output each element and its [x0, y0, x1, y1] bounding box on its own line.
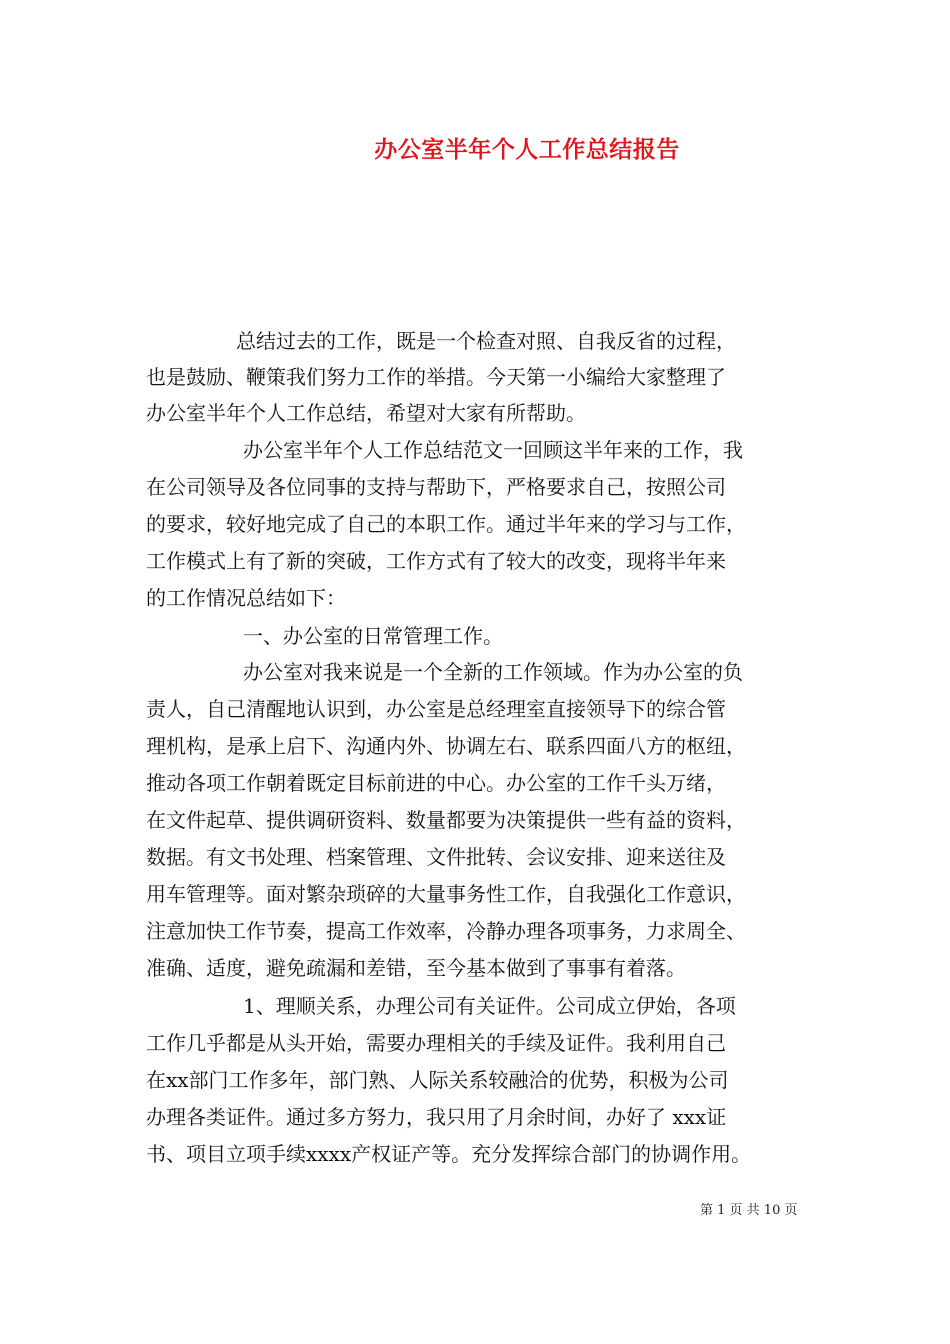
paragraph-line: 责人，自己清醒地认识到，办公室是总经理室直接领导下的综合管: [146, 697, 726, 721]
paragraph-line: 办公室半年个人工作总结，希望对大家有所帮助。: [146, 401, 586, 425]
section-heading: 一、办公室的日常管理工作。: [243, 624, 503, 648]
paragraph-line: 注意加快工作节奏，提高工作效率，冷静办理各项事务，力求周全、: [146, 919, 746, 943]
paragraph-line: 书、项目立项手续xxxx产权证产等。充分发挥综合部门的协调作用。: [146, 1142, 752, 1166]
paragraph-line: 总结过去的工作，既是一个检查对照、自我反省的过程，: [236, 329, 736, 353]
paragraph-line: 办公室对我来说是一个全新的工作领域。作为办公室的负: [243, 660, 743, 684]
paragraph-line: 理机构，是承上启下、沟通内外、协调左右、联系四面八方的枢纽，: [146, 734, 746, 758]
paragraph-line: 的工作情况总结如下：: [146, 586, 346, 610]
paragraph-line: 也是鼓励、鞭策我们努力工作的举措。今天第一小编给大家整理了: [146, 365, 726, 389]
paragraph-line: 推动各项工作朝着既定目标前进的中心。办公室的工作千头万绪，: [146, 771, 726, 795]
paragraph-line: 办理各类证件。通过多方努力，我只用了月余时间，办好了 xxx证: [146, 1105, 727, 1129]
paragraph-line: 在文件起草、提供调研资料、数量都要为决策提供一些有益的资料，: [146, 808, 746, 832]
paragraph-line: 的要求，较好地完成了自己的本职工作。通过半年来的学习与工作，: [146, 512, 746, 536]
paragraph-line: 在公司领导及各位同事的支持与帮助下，严格要求自己，按照公司: [146, 475, 726, 499]
document-title: 办公室半年个人工作总结报告: [374, 136, 680, 163]
paragraph-line: 办公室半年个人工作总结范文一回顾这半年来的工作，我: [243, 438, 743, 462]
paragraph-line: 1、理顺关系，办理公司有关证件。公司成立伊始，各项: [243, 994, 736, 1018]
paragraph-line: 准确、适度，避免疏漏和差错，至今基本做到了事事有着落。: [146, 956, 686, 980]
page-number: 第 1 页 共 10 页: [700, 1203, 798, 1218]
paragraph-line: 工作模式上有了新的突破，工作方式有了较大的改变，现将半年来: [146, 549, 726, 573]
paragraph-line: 用车管理等。面对繁杂琐碎的大量事务性工作，自我强化工作意识，: [146, 882, 746, 906]
paragraph-line: 在xx部门工作多年，部门熟、人际关系较融洽的优势，积极为公司: [146, 1068, 729, 1092]
paragraph-line: 数据。有文书处理、档案管理、文件批转、会议安排、迎来送往及: [146, 845, 726, 869]
paragraph-line: 工作几乎都是从头开始，需要办理相关的手续及证件。我利用自己: [146, 1031, 726, 1055]
